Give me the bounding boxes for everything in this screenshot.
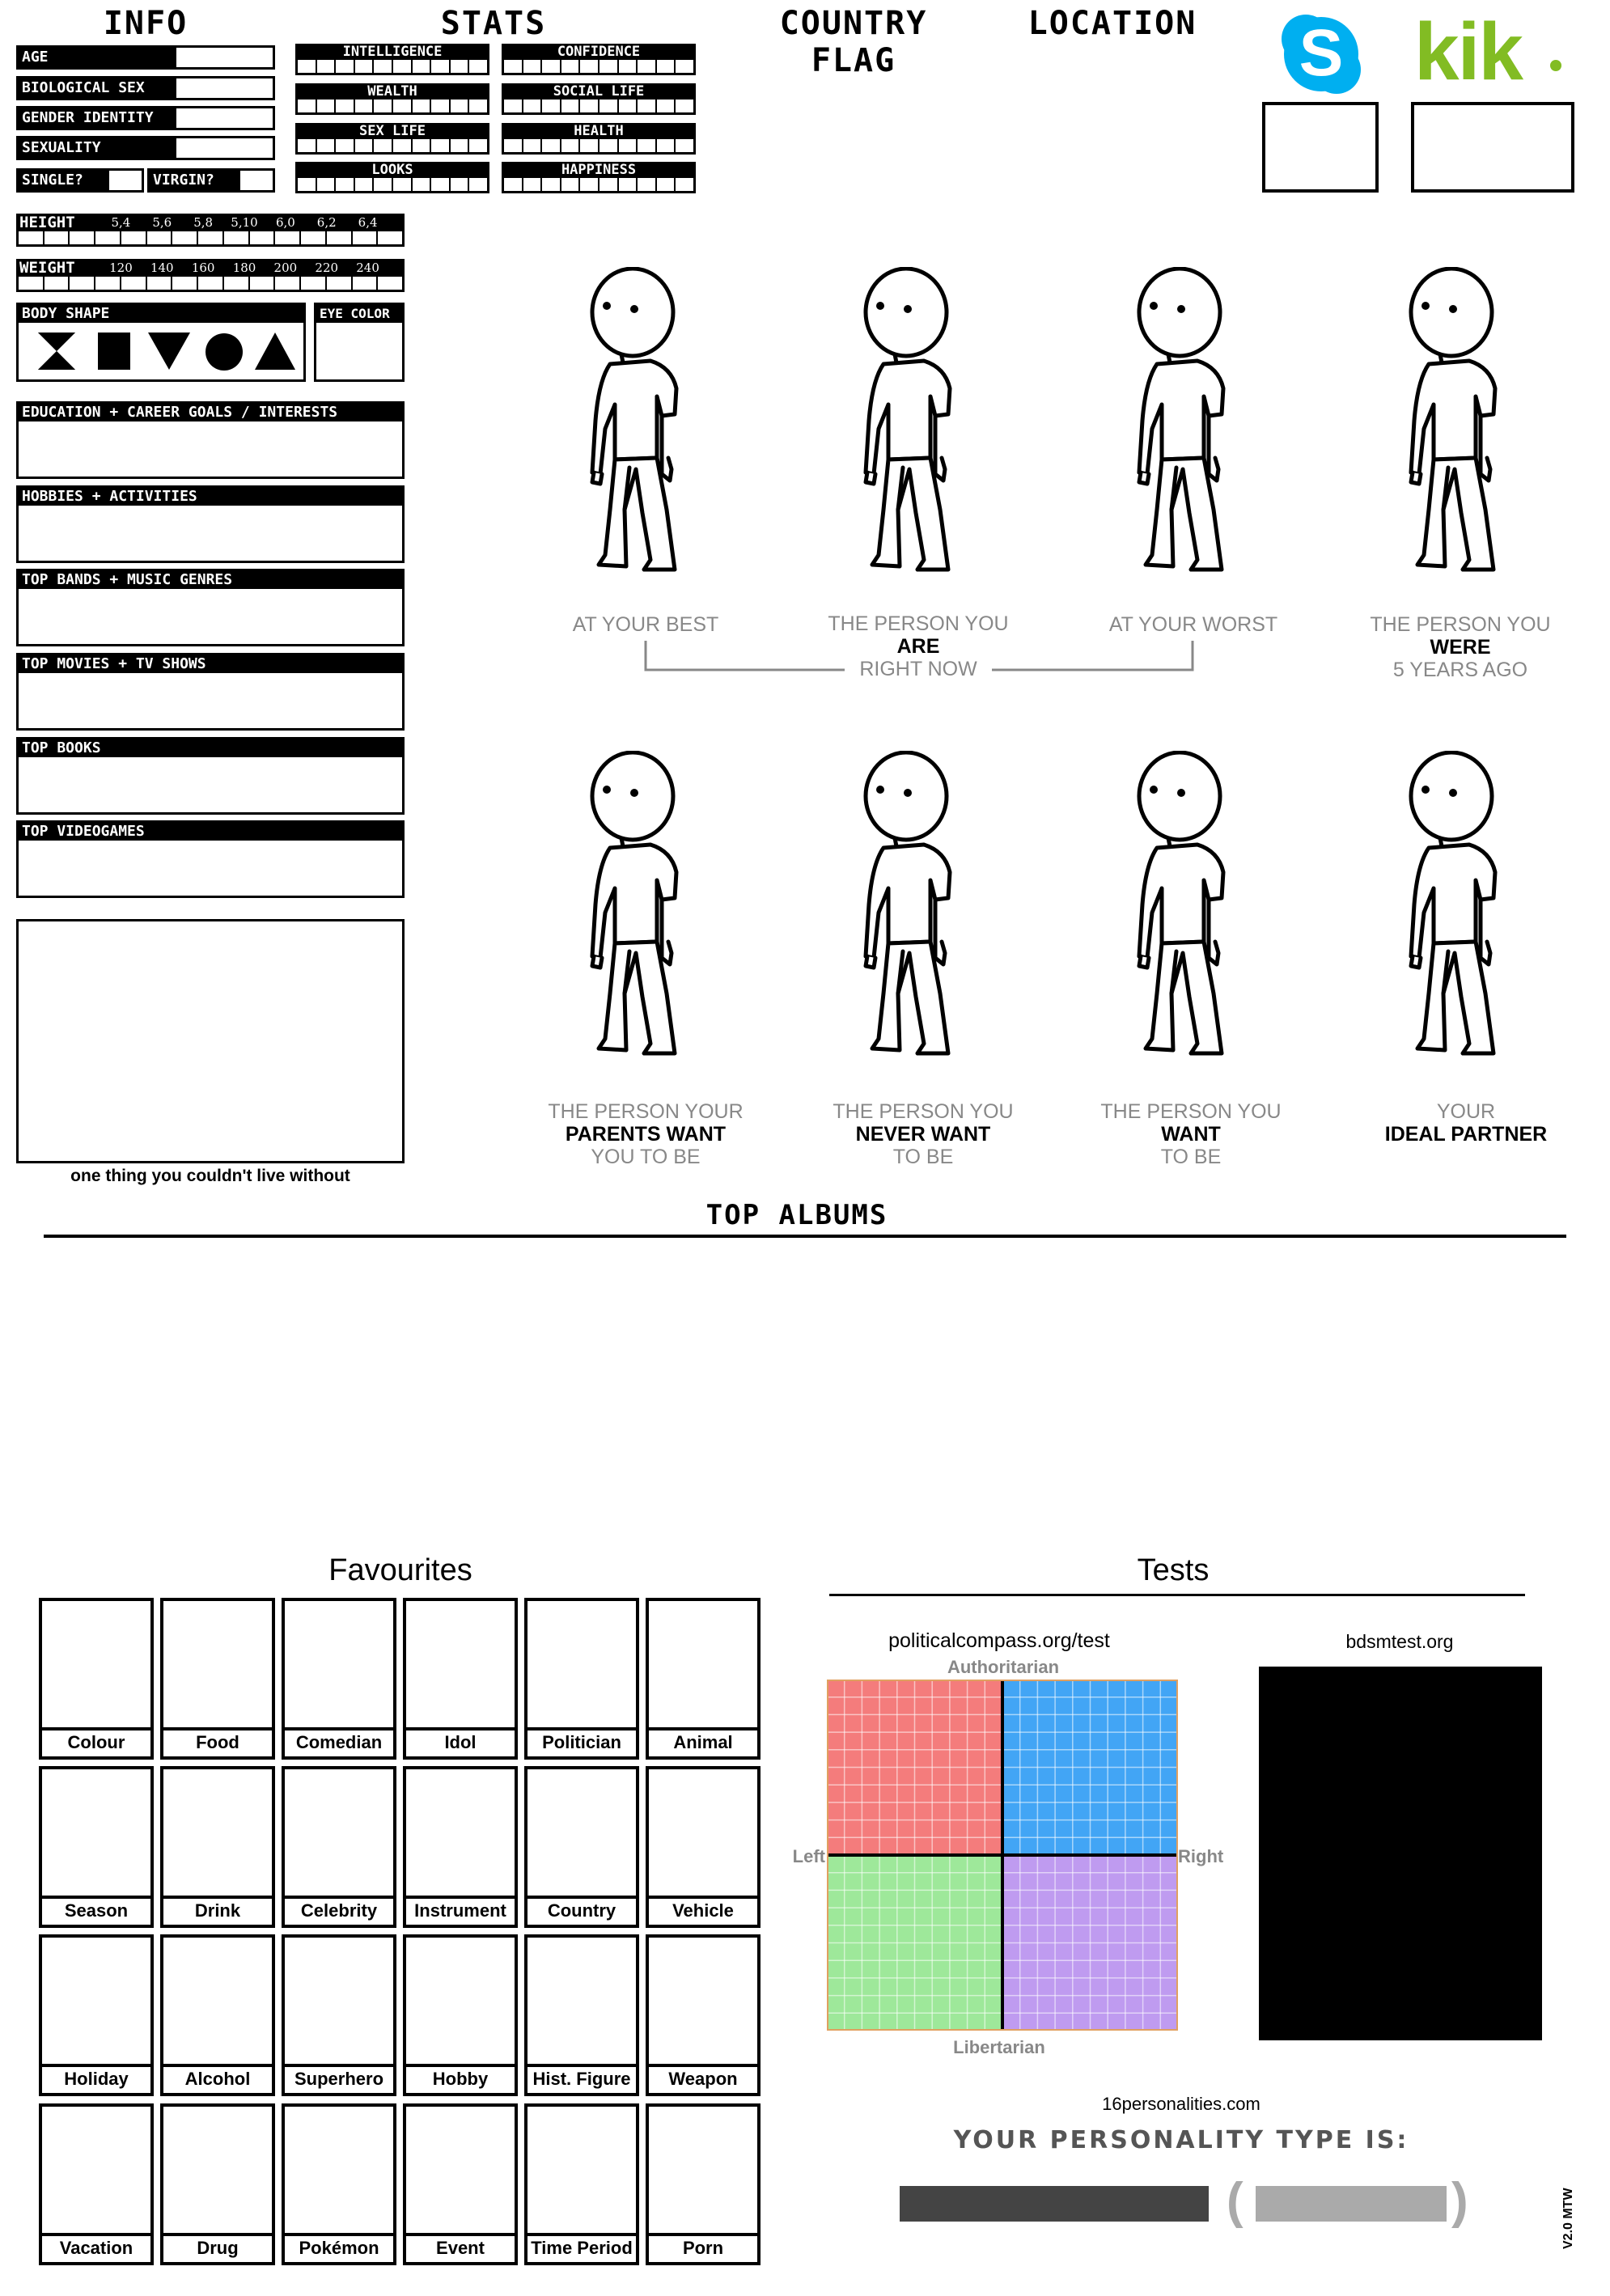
favourite-country[interactable] <box>524 1766 639 1928</box>
stick-figure-7[interactable] <box>1129 751 1259 1070</box>
caption-top: YOUR <box>1436 1100 1496 1123</box>
eye-color-box[interactable] <box>314 303 405 382</box>
one-thing-box[interactable] <box>16 919 405 1163</box>
caption-bold: WANT <box>1161 1123 1221 1146</box>
movies-label: TOP MOVIES + TV SHOWS <box>19 655 402 673</box>
kik-username-box[interactable] <box>1411 102 1574 193</box>
stat-label: LOOKS <box>295 162 489 178</box>
one-thing-caption: one thing you couldn't live without <box>70 1167 350 1185</box>
favourite-time-period[interactable] <box>524 2103 639 2265</box>
favourite-label: Vacation <box>42 2233 150 2262</box>
compass-label-top: Authoritarian <box>947 1657 1060 1677</box>
favourite-holiday[interactable] <box>39 1934 154 2096</box>
info-row-age[interactable] <box>16 45 275 70</box>
caption-bottom: YOU TO BE <box>591 1146 701 1168</box>
height-tick: 6,0 <box>275 215 295 230</box>
kik-dot-icon <box>1550 60 1561 71</box>
height-tick: 5,10 <box>231 215 258 230</box>
height-tick: 6,2 <box>316 215 337 230</box>
favourite-comedian[interactable] <box>282 1598 396 1760</box>
country-flag-header: COUNTRY FLAG <box>779 5 928 79</box>
stat-bar-health[interactable] <box>502 123 696 155</box>
caption-top: AT YOUR BEST <box>572 613 719 636</box>
top-albums-header: TOP ALBUMS <box>705 1199 888 1231</box>
info-row-biological-sex[interactable] <box>16 76 275 100</box>
info-row-gender-identity[interactable] <box>16 106 275 130</box>
caption-top: THE PERSON YOU <box>833 1100 1014 1123</box>
caption-top: THE PERSON YOU <box>1370 613 1551 636</box>
weight-tick: 220 <box>315 261 339 275</box>
personality-type-bar[interactable] <box>900 2186 1209 2222</box>
favourite-label: Celebrity <box>285 1896 393 1925</box>
stick-figure-4[interactable] <box>1401 267 1531 586</box>
caption-were-5-years-ago <box>1339 613 1582 681</box>
eye-color-label: EYE COLOR <box>316 305 402 323</box>
personality-prompt: YOUR PERSONALITY TYPE IS: <box>953 2126 1409 2154</box>
stat-segments[interactable] <box>295 60 489 75</box>
info-row-sexuality[interactable] <box>16 136 275 160</box>
single-field[interactable] <box>16 168 144 193</box>
height-tick: 6,4 <box>358 215 378 230</box>
education-box[interactable] <box>16 401 405 479</box>
favourites-title: Favourites <box>328 1553 472 1587</box>
virgin-field[interactable] <box>147 168 275 193</box>
favourite-celebrity[interactable] <box>282 1766 396 1928</box>
stat-segments[interactable] <box>295 139 489 155</box>
stat-bar-sex-life[interactable] <box>295 123 489 155</box>
stat-label: HEALTH <box>502 123 696 139</box>
videogames-label: TOP VIDEOGAMES <box>19 823 402 841</box>
stat-label: HAPPINESS <box>502 162 696 178</box>
body-shape-label: BODY SHAPE <box>19 305 303 323</box>
info-header: INFO <box>103 5 189 42</box>
stat-bar-looks[interactable] <box>295 162 489 194</box>
favourite-idol[interactable] <box>403 1598 518 1760</box>
stick-figure-2[interactable] <box>856 267 985 586</box>
stick-figure-5[interactable] <box>583 751 712 1070</box>
favourite-label: Superhero <box>285 2064 393 2093</box>
favourite-label: Event <box>406 2233 515 2262</box>
weight-label: WEIGHT <box>19 259 75 277</box>
skype-letter: S <box>1299 16 1344 90</box>
favourite-event[interactable] <box>403 2103 518 2265</box>
favourite-vehicle[interactable] <box>646 1766 761 1928</box>
stat-label: WEALTH <box>295 83 489 100</box>
favourite-label: Season <box>42 1896 150 1925</box>
bands-label: TOP BANDS + MUSIC GENRES <box>19 571 402 589</box>
caption-bottom: TO BE <box>892 1146 954 1168</box>
favourite-label: Politician <box>527 1727 636 1756</box>
favourite-label: Idol <box>406 1727 515 1756</box>
stat-bar-wealth[interactable] <box>295 83 489 116</box>
books-box[interactable] <box>16 737 405 815</box>
stat-label: SEX LIFE <box>295 123 489 139</box>
caption-top: THE PERSON YOU <box>828 612 1009 635</box>
stat-bar-intelligence[interactable] <box>295 44 489 76</box>
rectangle-shape-icon <box>98 333 130 370</box>
favourite-food[interactable] <box>160 1598 275 1760</box>
favourite-label: Colour <box>42 1727 150 1756</box>
favourite-vacation[interactable] <box>39 2103 154 2265</box>
stick-figure-1[interactable] <box>583 267 712 586</box>
caption-top: THE PERSON YOUR <box>548 1100 744 1123</box>
hobbies-box[interactable] <box>16 485 405 563</box>
favourite-drink[interactable] <box>160 1766 275 1928</box>
stick-figure-3[interactable] <box>1129 267 1259 586</box>
favourite-label: Pokémon <box>285 2233 393 2262</box>
caption-bottom: 5 YEARS AGO <box>1392 659 1528 681</box>
stat-segments[interactable] <box>502 178 696 193</box>
stat-bar-social-life[interactable] <box>502 83 696 116</box>
info-label: BIOLOGICAL SEX <box>19 78 176 98</box>
skype-icon <box>1277 10 1366 99</box>
favourite-label: Comedian <box>285 1727 393 1756</box>
political-compass-site: politicalcompass.org/test <box>888 1629 1110 1652</box>
stat-label: CONFIDENCE <box>502 44 696 60</box>
caption-bottom: RIGHT NOW <box>859 658 977 680</box>
oval-shape-icon <box>205 333 243 371</box>
compass-label-bottom: Libertarian <box>953 2037 1045 2057</box>
top-albums-divider <box>44 1235 1566 1238</box>
weight-tick: 180 <box>232 261 256 275</box>
body-shape-box[interactable] <box>16 303 306 382</box>
favourite-label: Hobby <box>406 2064 515 2093</box>
favourite-animal[interactable] <box>646 1598 761 1760</box>
caption-bold: ARE <box>896 635 940 658</box>
personality-variant-bar[interactable] <box>1256 2186 1447 2222</box>
height-scale[interactable] <box>16 214 405 249</box>
videogames-box[interactable] <box>16 820 405 898</box>
favourite-label: Alcohol <box>163 2064 272 2093</box>
stat-bar-happiness[interactable] <box>502 162 696 194</box>
favourite-label: Vehicle <box>649 1896 757 1925</box>
stick-figure-8[interactable] <box>1401 751 1531 1070</box>
info-label: GENDER IDENTITY <box>19 108 176 128</box>
caption-parents-want <box>524 1100 767 1168</box>
info-label: SEXUALITY <box>19 138 176 158</box>
favourite-porn[interactable] <box>646 2103 761 2265</box>
favourite-colour[interactable] <box>39 1598 154 1760</box>
stat-segments[interactable] <box>295 100 489 115</box>
caption-at-your-worst <box>1072 613 1315 636</box>
compass-label-left: Left <box>792 1846 825 1866</box>
favourite-label: Drug <box>163 2233 272 2262</box>
weight-tick: 140 <box>150 261 174 275</box>
caption-at-your-best <box>524 613 767 636</box>
inverted-triangle-shape-icon <box>148 333 190 370</box>
favourite-instrument[interactable] <box>403 1766 518 1928</box>
version-label: V2.0 MTW <box>1561 2188 1575 2249</box>
favourite-weapon[interactable] <box>646 1934 761 2096</box>
caption-bottom: TO BE <box>1160 1146 1222 1168</box>
open-paren-glyph: ( <box>1227 2173 1244 2229</box>
favourite-label: Porn <box>649 2233 757 2262</box>
location-header: LOCATION <box>1027 5 1197 42</box>
top-albums-area[interactable] <box>44 1241 1566 1540</box>
stat-label: SOCIAL LIFE <box>502 83 696 100</box>
virgin-label: VIRGIN? <box>150 171 240 190</box>
favourite-label: Instrument <box>406 1896 515 1925</box>
weight-tick: 120 <box>109 261 133 275</box>
stat-label: INTELLIGENCE <box>295 44 489 60</box>
caption-ideal-partner <box>1345 1100 1587 1146</box>
caption-bold: PARENTS WANT <box>565 1123 727 1146</box>
caption-top: AT YOUR WORST <box>1108 613 1278 636</box>
caption-bold: WERE <box>1430 636 1491 659</box>
height-label: HEIGHT <box>19 214 75 231</box>
close-paren-glyph: ) <box>1451 2173 1468 2229</box>
triangle-shape-icon <box>255 333 295 370</box>
education-label: EDUCATION + CAREER GOALS / INTERESTS <box>19 404 402 421</box>
height-tick: 5,6 <box>152 215 172 230</box>
weight-tick: 160 <box>191 261 215 275</box>
favourite-drug[interactable] <box>160 2103 275 2265</box>
height-tick: 5,4 <box>111 215 131 230</box>
hobbies-label: HOBBIES + ACTIVITIES <box>19 488 402 506</box>
stat-segments[interactable] <box>502 60 696 75</box>
weight-tick: 240 <box>356 261 379 275</box>
single-label: SINGLE? <box>19 171 109 190</box>
favourite-label: Food <box>163 1727 272 1756</box>
favourite-season[interactable] <box>39 1766 154 1928</box>
political-compass-grid[interactable] <box>827 1680 1178 2031</box>
favourite-hobby[interactable] <box>403 1934 518 2096</box>
info-label: AGE <box>19 48 176 67</box>
caption-bold: NEVER WANT <box>855 1123 991 1146</box>
stat-segments[interactable] <box>502 100 696 115</box>
stats-header: STATS <box>440 5 547 42</box>
kik-logo: kik <box>1414 6 1523 97</box>
tests-divider <box>829 1594 1525 1596</box>
bdsm-result-box[interactable] <box>1259 1667 1542 2040</box>
caption-bold: IDEAL PARTNER <box>1384 1123 1548 1146</box>
favourite-label: Animal <box>649 1727 757 1756</box>
weight-scale[interactable] <box>16 259 405 294</box>
stick-figure-6[interactable] <box>856 751 985 1070</box>
favourite-superhero[interactable] <box>282 1934 396 2096</box>
books-label: TOP BOOKS <box>19 739 402 757</box>
stat-segments[interactable] <box>502 139 696 155</box>
movies-box[interactable] <box>16 653 405 731</box>
favourite-politician[interactable] <box>524 1598 639 1760</box>
favourite-pok-mon[interactable] <box>282 2103 396 2265</box>
bands-box[interactable] <box>16 569 405 646</box>
favourite-label: Drink <box>163 1896 272 1925</box>
tests-title: Tests <box>1137 1553 1210 1587</box>
caption-top: THE PERSON YOU <box>1100 1100 1282 1123</box>
favourite-label: Time Period <box>527 2233 636 2262</box>
height-tick: 5,8 <box>193 215 214 230</box>
skype-username-box[interactable] <box>1262 102 1379 193</box>
favourite-hist-figure[interactable] <box>524 1934 639 2096</box>
compass-label-right: Right <box>1178 1846 1224 1866</box>
bdsm-test-site: bdsmtest.org <box>1345 1631 1454 1652</box>
body-shape-options[interactable] <box>19 323 303 379</box>
personalities-site: 16personalities.com <box>1102 2094 1260 2114</box>
caption-never-want <box>802 1100 1044 1168</box>
caption-want <box>1070 1100 1312 1168</box>
weight-tick: 200 <box>273 261 298 275</box>
stat-segments[interactable] <box>295 178 489 193</box>
favourite-label: Hist. Figure <box>527 2064 636 2093</box>
stat-bar-confidence[interactable] <box>502 44 696 76</box>
best-worst-connector <box>639 641 1197 673</box>
favourite-label: Weapon <box>649 2064 757 2093</box>
favourite-label: Holiday <box>42 2064 150 2093</box>
favourite-alcohol[interactable] <box>160 1934 275 2096</box>
favourite-label: Country <box>527 1896 636 1925</box>
